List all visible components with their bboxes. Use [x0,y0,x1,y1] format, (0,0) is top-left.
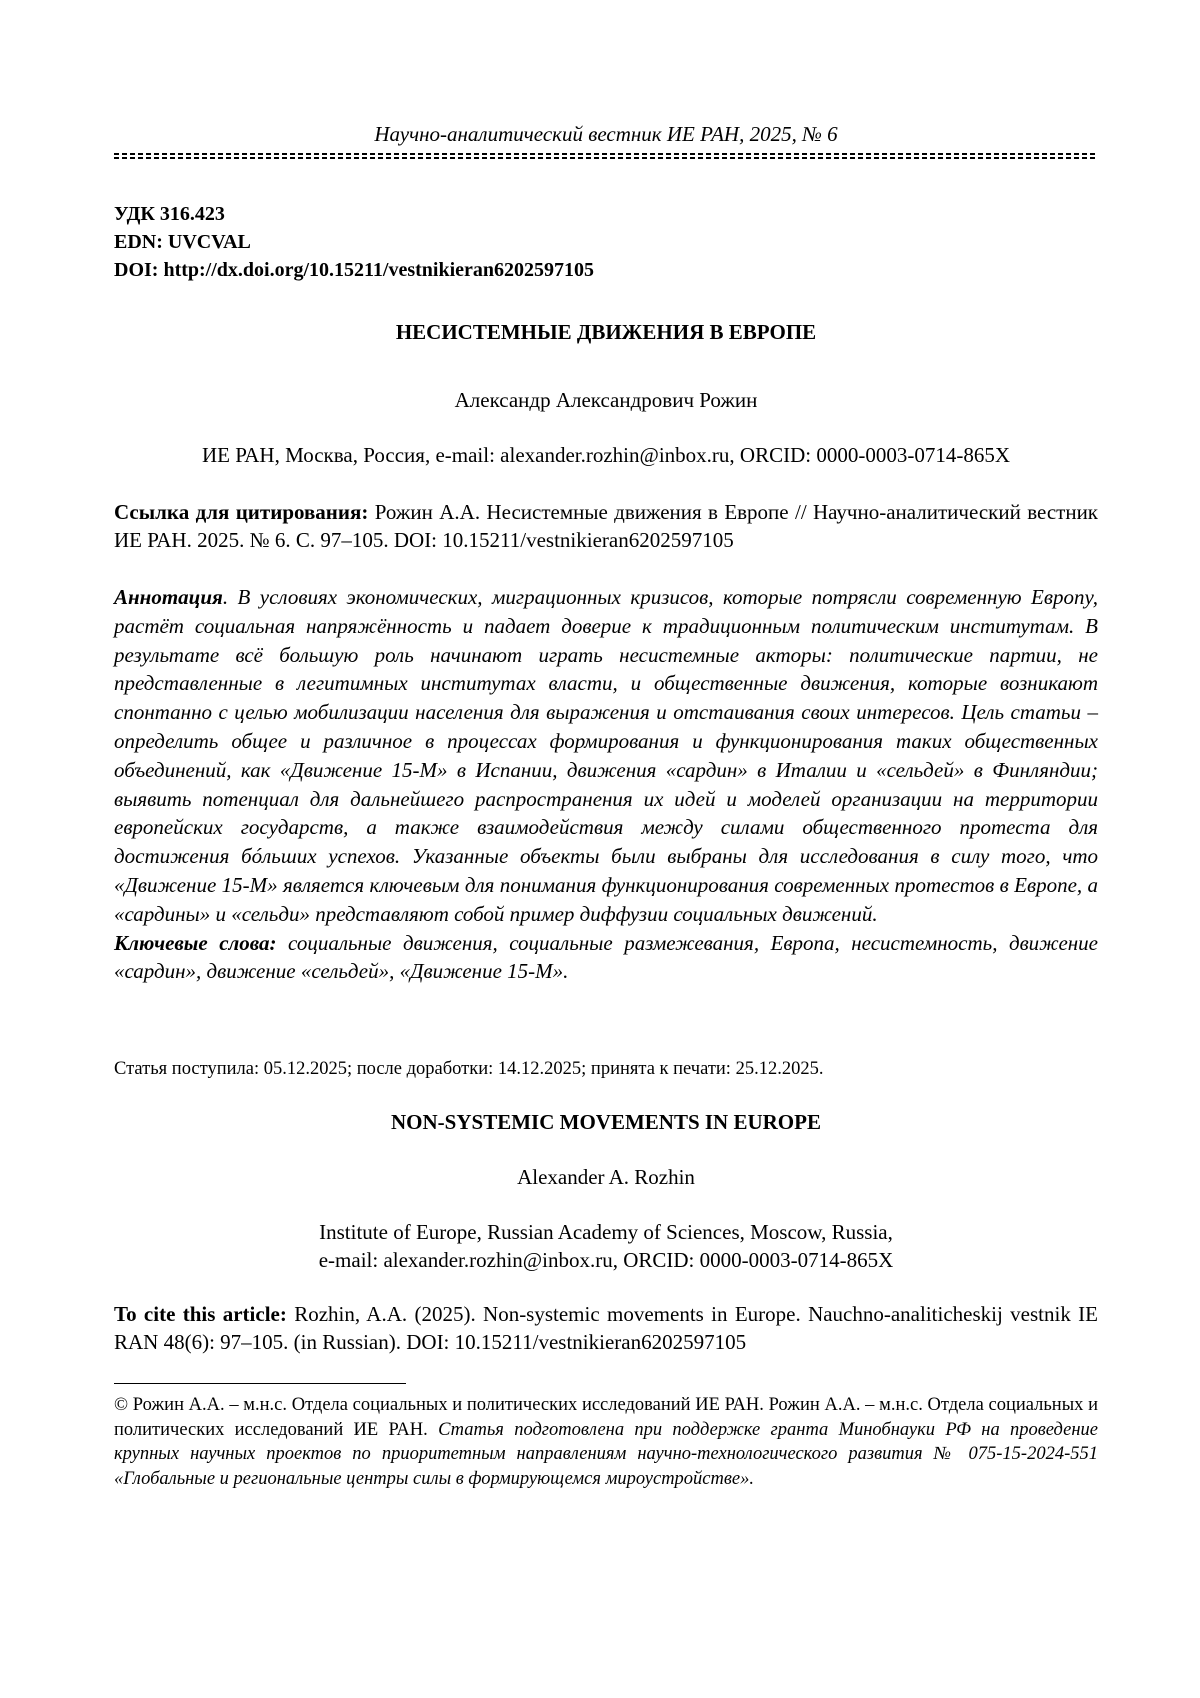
running-header: Научно-аналитический вестник ИЕ РАН, 2025, № 6 [374,122,838,146]
abstract-ru [114,583,1098,986]
author-name-en: Alexander A. Rozhin [517,1165,695,1189]
citation-text-ru: Рожин А.А. Несистемные движения в Европе // Научно-аналитический вестник ИЕ РАН. 2025. № 6. С. 97–105. DOI: 10.15211/vestnikieran6202597105 [114,500,1099,552]
citation-label-ru: Ссылка для цитирования: [114,500,369,524]
author-affiliation-en [114,1218,1098,1274]
footnote-separator [114,1383,406,1384]
footnote-plain: © Рожин А.А. – м.н.с. Отдела социальных и политических исследований ИЕ РАН. Рожин А.А. – м.н.с. Отдела социальных и политических исследований ИЕ РАН. [114,1395,1098,1440]
author-name-ru: Александр Александрович Рожин [454,388,758,412]
keywords-text: социальные движения, социальные размежевания, Европа, несистемность, движение «сардин», движение «сельдей», «Движение 15-М». [114,930,1098,984]
received-dates: Статья поступила: 05.12.2025; после доработки: 14.12.2025; принята к печати: 25.12.2025. [114,1059,824,1079]
author-affiliation-ru: ИЕ РАН, Москва, Россия, e-mail: alexander.rozhin@inbox.ru, ORCID: 0000-0003-0714-865X [202,443,1010,467]
citation-ru [114,498,1098,554]
article-metadata [114,200,1098,284]
affiliation-en-line2: e-mail: alexander.rozhin@inbox.ru, ORCID: 0000-0003-0714-865X [318,1248,894,1272]
keywords-label: Ключевые слова: [114,930,277,955]
abstract-text: . В условиях экономических, миграционных кризисов, которые потрясли современную Европу, растёт социальная напряжённость и падает доверие к традиционным политическим институтам. В результате всё большую роль начинают играть несистемные акторы: политические партии, не представленные в легитимных институтах власти, и общественные движения, которые возникают спонтанно с целью мобилизации населения для выражения и отстаивания своих интересов. Цель статьи – определить общее и различное в процессах формирования и функционирования таких общественных объединений, как «Движение 15-М» в Испании, движения «сардин» в Италии и «сельдей» в Финляндии; выявить потенциал для дальнейшего распространения их идей и моделей организации на территории европейских государств, а также взаимодействия между силами общественного протеста для достижения бóльших успехов. Указанные объекты были выбраны для исследования в силу того, что «Движение 15-М» является ключевым для понимания функционирования современных протестов в Европе, а «сардины» и «сельди» представляют собой пример диффузии социальных движений. [114,585,1098,926]
edn-code: EDN: UVCVAL [114,231,251,253]
citation-label-en: To cite this article: [114,1302,287,1326]
citation-text-en: Rozhin, A.A. (2025). Non-systemic movements in Europe. Nauchno-analiticheskij vestnik IE RAN 48(6): 97–105. (in Russian). DOI: 10.15211/vestnikieran6202597105 [114,1302,1098,1354]
footnote [114,1393,1098,1491]
udk-code: УДК 316.423 [114,203,225,225]
abstract-label: Аннотация [114,585,223,609]
citation-en [114,1300,1098,1356]
affiliation-en-line1: Institute of Europe, Russian Academy of Sciences, Moscow, Russia, [319,1220,893,1244]
doi-link[interactable]: DOI: http://dx.doi.org/10.15211/vestnikieran6202597105 [114,259,595,281]
header-double-rule [114,153,1098,159]
keywords-ru [114,929,1098,987]
article-title-ru: НЕСИСТЕМНЫЕ ДВИЖЕНИЯ В ЕВРОПЕ [395,320,817,344]
footnote-italic: Статья подготовлена при поддержке гранта Минобнауки РФ на проведение крупных научных проектов по приоритетным направлениям научно-технологического развития № 075-15-2024-551 «Глобальные и региональные центры силы в формирующемся мироустройстве». [114,1419,1098,1489]
article-title-en: NON-SYSTEMIC MOVEMENTS IN EUROPE [391,1110,821,1134]
